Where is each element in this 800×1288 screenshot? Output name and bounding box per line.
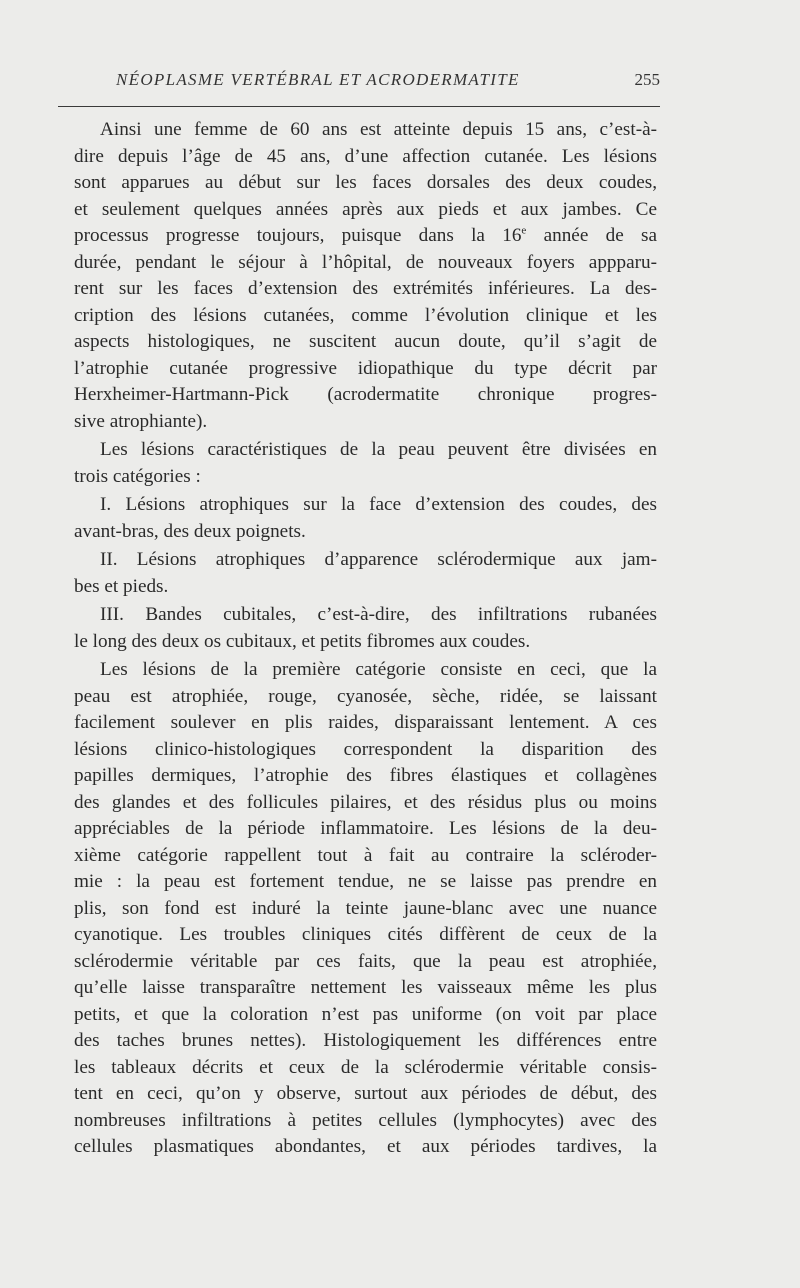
text-line: peau est atrophiée, rouge, cyanosée, sèche, ridée, se laissant xyxy=(74,685,657,707)
text-line: des taches brunes nettes). Histologiquement les différences entre xyxy=(74,1030,657,1051)
text-line: les tableaux décrits et ceux de la sclérodermie véritable consis- xyxy=(74,1056,657,1078)
text-line: cellules plasmatiques abondantes, et aux périodes tardives, la xyxy=(74,1136,657,1157)
body-text xyxy=(74,117,657,1163)
text-line: appréciables de la période inflammatoire. Les lésions de la deu- xyxy=(74,818,657,839)
text-line: cyanotique. Les troubles cliniques cités diffèrent de ceux de la xyxy=(74,924,657,945)
text-line: le long des deux os cubitaux, et petits fibromes aux coudes. xyxy=(74,630,531,652)
paragraph xyxy=(74,547,657,600)
text-line: Ainsi une femme de 60 ans est atteinte depuis 15 ans, c’est-à- xyxy=(100,119,657,140)
text-line: avant-bras, des deux poignets. xyxy=(74,520,306,542)
text-line: processus progresse toujours, puisque dans la 16e année de sa xyxy=(74,224,657,246)
running-head xyxy=(60,70,660,94)
paragraph xyxy=(74,492,657,545)
running-title: NÉOPLASME VERTÉBRAL ET ACRODERMATITE xyxy=(116,70,520,89)
text-line: des glandes et des follicules pilaires, et des résidus plus ou moins xyxy=(74,791,657,813)
text-line: petits, et que la coloration n’est pas uniforme (on voit par place xyxy=(74,1003,657,1025)
text-line: III. Bandes cubitales, c’est-à-dire, des infiltrations rubanées xyxy=(100,604,657,625)
text-line: Les lésions de la première catégorie consiste en ceci, que la xyxy=(100,659,657,680)
paragraph xyxy=(74,437,657,490)
text-line: durée, pendant le séjour à l’hôpital, de nouveaux foyers appparu- xyxy=(74,251,657,273)
paragraph xyxy=(74,117,657,435)
text-line: plis, son fond est induré la teinte jaune-blanc avec une nuance xyxy=(74,897,657,919)
text-line: sclérodermie véritable par ces faits, que la peau est atrophiée, xyxy=(74,950,657,972)
text-line: nombreuses infiltrations à petites cellules (lymphocytes) avec des xyxy=(74,1109,657,1131)
text-line: II. Lésions atrophiques d’apparence sclérodermique aux jam- xyxy=(100,549,657,570)
text-line: lésions clinico-histologiques correspondent la disparition des xyxy=(74,738,657,760)
text-line: qu’elle laisse transparaître nettement les vaisseaux même les plus xyxy=(74,977,657,998)
text-line: papilles dermiques, l’atrophie des fibres élastiques et collagènes xyxy=(74,765,657,786)
text-line: Les lésions caractéristiques de la peau peuvent être divisées en xyxy=(100,439,657,460)
text-line: sive atrophiante). xyxy=(74,410,208,432)
text-line: dire depuis l’âge de 45 ans, d’une affection cutanée. Les lésions xyxy=(74,145,657,167)
text-line: cription des lésions cutanées, comme l’évolution clinique et les xyxy=(74,304,657,326)
text-line: Herxheimer-Hartmann-Pick (acrodermatite chronique progres- xyxy=(74,384,657,405)
text-line: xième catégorie rappellent tout à fait au contraire la scléroder- xyxy=(74,844,657,866)
text-line: sont apparues au début sur les faces dorsales des deux coudes, xyxy=(74,172,657,193)
text-line: mie : la peau est fortement tendue, ne se laisse pas prendre en xyxy=(74,871,657,892)
header-rule xyxy=(58,106,660,107)
text-line: aspects histologiques, ne suscitent aucun doute, qu’il s’agit de xyxy=(74,331,657,352)
page-number: 255 xyxy=(634,70,660,89)
text-line: rent sur les faces d’extension des extrémités inférieures. La des- xyxy=(74,278,657,299)
paragraph xyxy=(74,602,657,655)
text-line: l’atrophie cutanée progressive idiopathique du type décrit par xyxy=(74,357,657,379)
text-line: trois catégories : xyxy=(74,465,201,487)
text-line: facilement soulever en plis raides, disparaissant lentement. A ces xyxy=(74,712,657,733)
paragraph xyxy=(74,657,657,1161)
text-line: tent en ceci, qu’on y observe, surtout aux périodes de début, des xyxy=(74,1083,657,1104)
text-line: et seulement quelques années après aux pieds et aux jambes. Ce xyxy=(74,198,657,220)
text-line: bes et pieds. xyxy=(74,575,169,597)
text-line: I. Lésions atrophiques sur la face d’extension des coudes, des xyxy=(100,494,657,515)
